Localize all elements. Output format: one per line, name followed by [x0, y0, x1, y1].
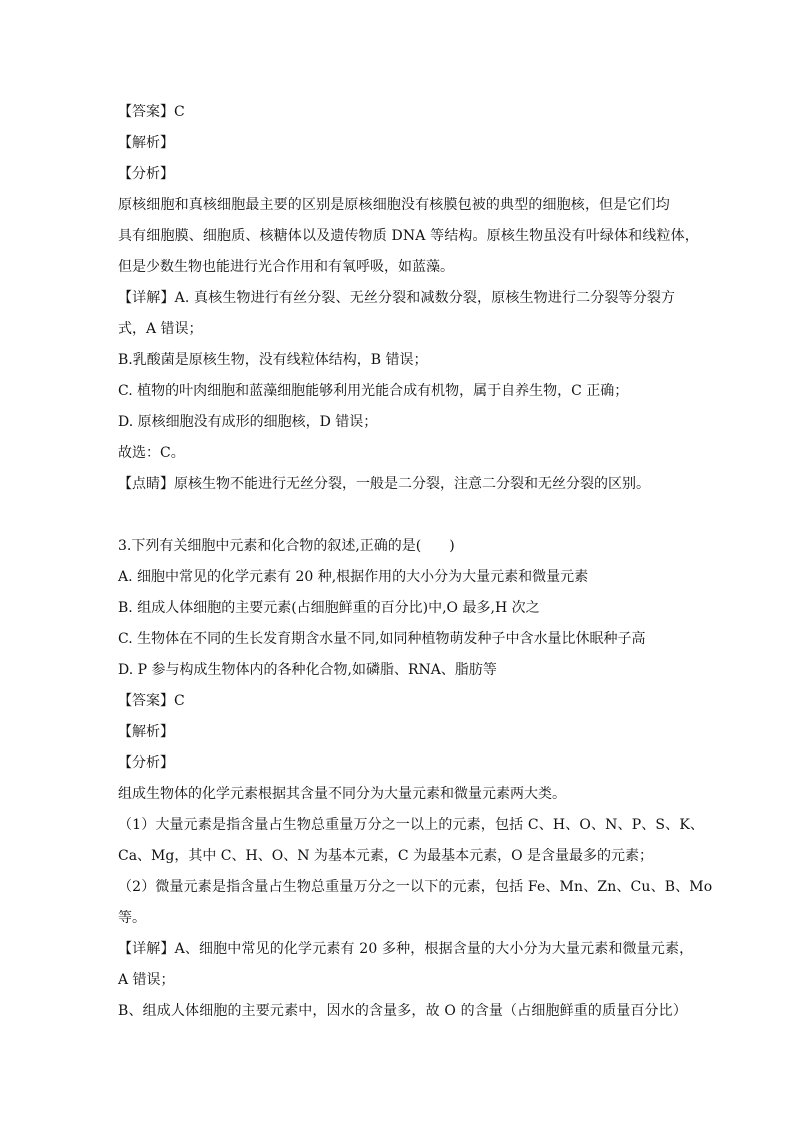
- q3-option-c: C. 生物体在不同的生长发育期含水量不同,如同种植物萌发种子中含水量比休眠种子高: [118, 631, 646, 647]
- q3-fenxi-line: Ca、Mg，其中 C、H、O、N 为基本元素，C 为最基本元素，O 是含量最多的元素；: [118, 848, 653, 864]
- q2-fenxi-heading: 【分析】: [118, 166, 174, 182]
- q3-fenxi-line: 等。: [118, 910, 146, 926]
- q3-fenxi-line: （1）大量元素是指含量占生物总重量万分之一以上的元素，包括 C、H、O、N、P、S、K、: [118, 817, 705, 833]
- q3-fenxi-line: （2）微量元素是指含量占生物总重量万分之一以下的元素，包括 Fe、Mn、Zn、Cu、B、Mo: [118, 879, 713, 895]
- q2-detail-line: 故选：C。: [118, 445, 185, 461]
- q3-option-b: B. 组成人体细胞的主要元素(占细胞鲜重的百分比)中,O 最多,H 次之: [118, 600, 540, 616]
- q2-detail-line: B.乳酸菌是原核生物，没有线粒体结构，B 错误；: [118, 352, 428, 368]
- q2-detail-line: 式，A 错误；: [118, 321, 203, 337]
- q2-fenxi-line: 原核细胞和真核细胞最主要的区别是原核细胞没有核膜包被的典型的细胞核，但是它们均: [118, 197, 670, 213]
- q2-detail-line: C. 植物的叶肉细胞和蓝藻细胞能够利用光能合成有机物，属于自养生物，C 正确；: [118, 383, 629, 399]
- q2-analysis-heading: 【解析】: [118, 135, 174, 151]
- q3-stem: 3.下列有关细胞中元素和化合物的叙述,正确的是( ): [118, 538, 455, 554]
- q2-fenxi-line: 具有细胞膜、细胞质、核糖体以及遗传物质 DNA 等结构。原核生物虽没有叶绿体和线粒体，: [118, 228, 699, 244]
- q2-detail-line: 【详解】A. 真核生物进行有丝分裂、无丝分裂和减数分裂，原核生物进行二分裂等分裂方: [118, 290, 676, 306]
- q2-detail-line: D. 原核细胞没有成形的细胞核，D 错误；: [118, 414, 378, 430]
- q2-dianjing: 【点睛】原核生物不能进行无丝分裂，一般是二分裂，注意二分裂和无丝分裂的区别。: [118, 476, 650, 492]
- q3-option-a: A. 细胞中常见的化学元素有 20 种,根据作用的大小分为大量元素和微量元素: [118, 569, 589, 585]
- q2-answer: 【答案】C: [118, 104, 185, 120]
- q3-analysis-heading: 【解析】: [118, 724, 174, 740]
- q3-fenxi-heading: 【分析】: [118, 755, 174, 771]
- q3-option-d: D. P 参与构成生物体内的各种化合物,如磷脂、RNA、脂肪等: [118, 662, 497, 678]
- q3-fenxi-line: 组成生物体的化学元素根据其含量不同分为大量元素和微量元素两大类。: [118, 786, 566, 802]
- q3-detail-line: A 错误；: [118, 972, 175, 988]
- q3-detail-line: 【详解】A、细胞中常见的化学元素有 20 多种，根据含量的大小分为大量元素和微量元素，: [118, 941, 694, 957]
- q2-fenxi-line: 但是少数生物也能进行光合作用和有氧呼吸，如蓝藻。: [118, 259, 454, 275]
- q3-detail-line: B、组成人体细胞的主要元素中，因水的含量多，故 O 的含量（占细胞鲜重的质量百分比）: [118, 1003, 687, 1019]
- q3-answer: 【答案】C: [118, 693, 185, 709]
